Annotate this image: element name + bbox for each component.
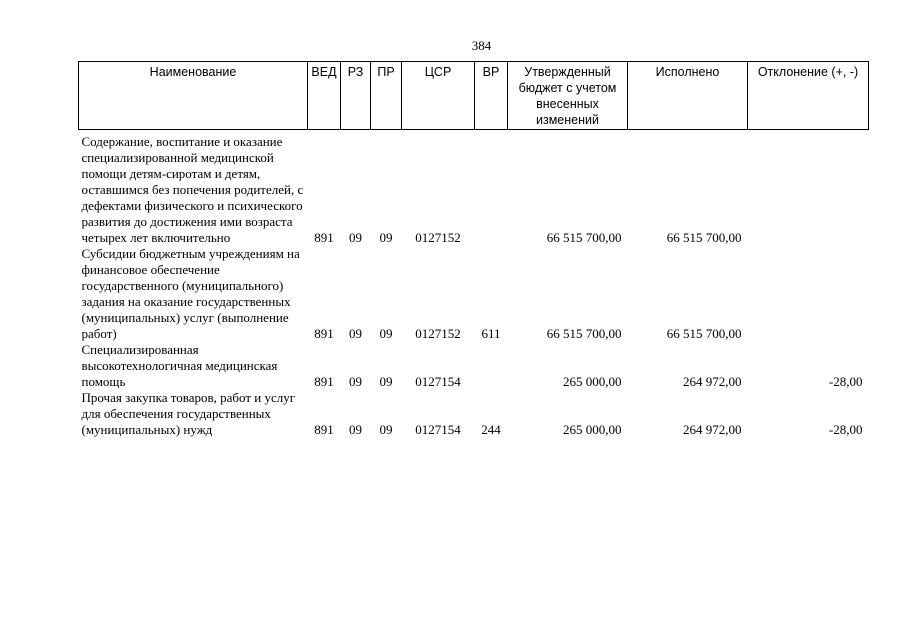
header-rz: РЗ bbox=[341, 62, 371, 130]
row-ved: 891 bbox=[314, 374, 334, 389]
header-row bbox=[79, 62, 869, 130]
row-rz: 09 bbox=[349, 230, 362, 245]
header-pr: ПР bbox=[371, 62, 402, 130]
header-approved: Утвержденный бюджет с учетом внесенных изменений bbox=[508, 62, 628, 130]
table-row bbox=[79, 390, 869, 438]
header-executed: Исполнено bbox=[628, 62, 748, 130]
row-executed: 264 972,00 bbox=[683, 374, 742, 389]
row-approved: 265 000,00 bbox=[563, 374, 622, 389]
row-rz: 09 bbox=[349, 422, 362, 437]
header-ved: ВЕД bbox=[308, 62, 341, 130]
header-csr: ЦСР bbox=[402, 62, 475, 130]
row-executed: 66 515 700,00 bbox=[666, 326, 742, 341]
row-deviation: -28,00 bbox=[828, 422, 863, 437]
row-csr: 0127154 bbox=[415, 374, 461, 389]
row-pr: 09 bbox=[379, 374, 393, 389]
row-pr: 09 bbox=[379, 422, 393, 437]
table-row bbox=[79, 342, 869, 390]
table-body bbox=[79, 130, 869, 439]
row-ved: 891 bbox=[314, 326, 334, 341]
row-vr: 611 bbox=[481, 326, 501, 341]
header-deviation: Отклонение (+, -) bbox=[748, 62, 869, 130]
row-approved: 265 000,00 bbox=[563, 422, 622, 437]
row-executed: 264 972,00 bbox=[683, 422, 742, 437]
row-name: Специализированная высокотехнологичная медицинская помощь bbox=[81, 342, 278, 389]
row-ved: 891 bbox=[314, 230, 334, 245]
row-rz: 09 bbox=[349, 374, 362, 389]
row-csr: 0127152 bbox=[415, 326, 461, 341]
row-name: Прочая закупка товаров, работ и услуг для обеспечения государственных (муниципальных) нужд bbox=[81, 390, 296, 437]
row-rz: 09 bbox=[349, 326, 362, 341]
row-approved: 66 515 700,00 bbox=[546, 326, 622, 341]
row-deviation bbox=[748, 246, 869, 342]
page-number: 384 bbox=[471, 38, 492, 53]
row-approved: 66 515 700,00 bbox=[546, 230, 622, 245]
row-csr: 0127154 bbox=[415, 422, 461, 437]
table-row bbox=[79, 130, 869, 247]
row-pr: 09 bbox=[379, 326, 393, 341]
row-pr: 09 bbox=[379, 230, 393, 245]
row-deviation bbox=[748, 130, 869, 247]
header-vr: ВР bbox=[475, 62, 508, 130]
row-name: Субсидии бюджетным учреждениям на финансовое обеспечение государственного (муниципального) задания на оказание государственных (муниципальных) услуг (выполнение работ) bbox=[81, 246, 300, 341]
row-vr bbox=[475, 342, 508, 390]
header-name: Наименование bbox=[79, 62, 308, 130]
row-ved: 891 bbox=[314, 422, 334, 437]
row-vr: 244 bbox=[481, 422, 501, 437]
row-csr: 0127152 bbox=[415, 230, 461, 245]
row-vr bbox=[475, 130, 508, 247]
row-name: Содержание, воспитание и оказание специализированной медицинской помощи детям-сиротам и детям, оставшимся без попечения родителей, с дефектами физического и психического развития до достижения ими возраста четырех лет включительно bbox=[81, 134, 304, 245]
row-executed: 66 515 700,00 bbox=[666, 230, 742, 245]
budget-table bbox=[78, 61, 869, 438]
table-row bbox=[79, 246, 869, 342]
row-deviation: -28,00 bbox=[828, 374, 863, 389]
table-header bbox=[79, 62, 869, 130]
